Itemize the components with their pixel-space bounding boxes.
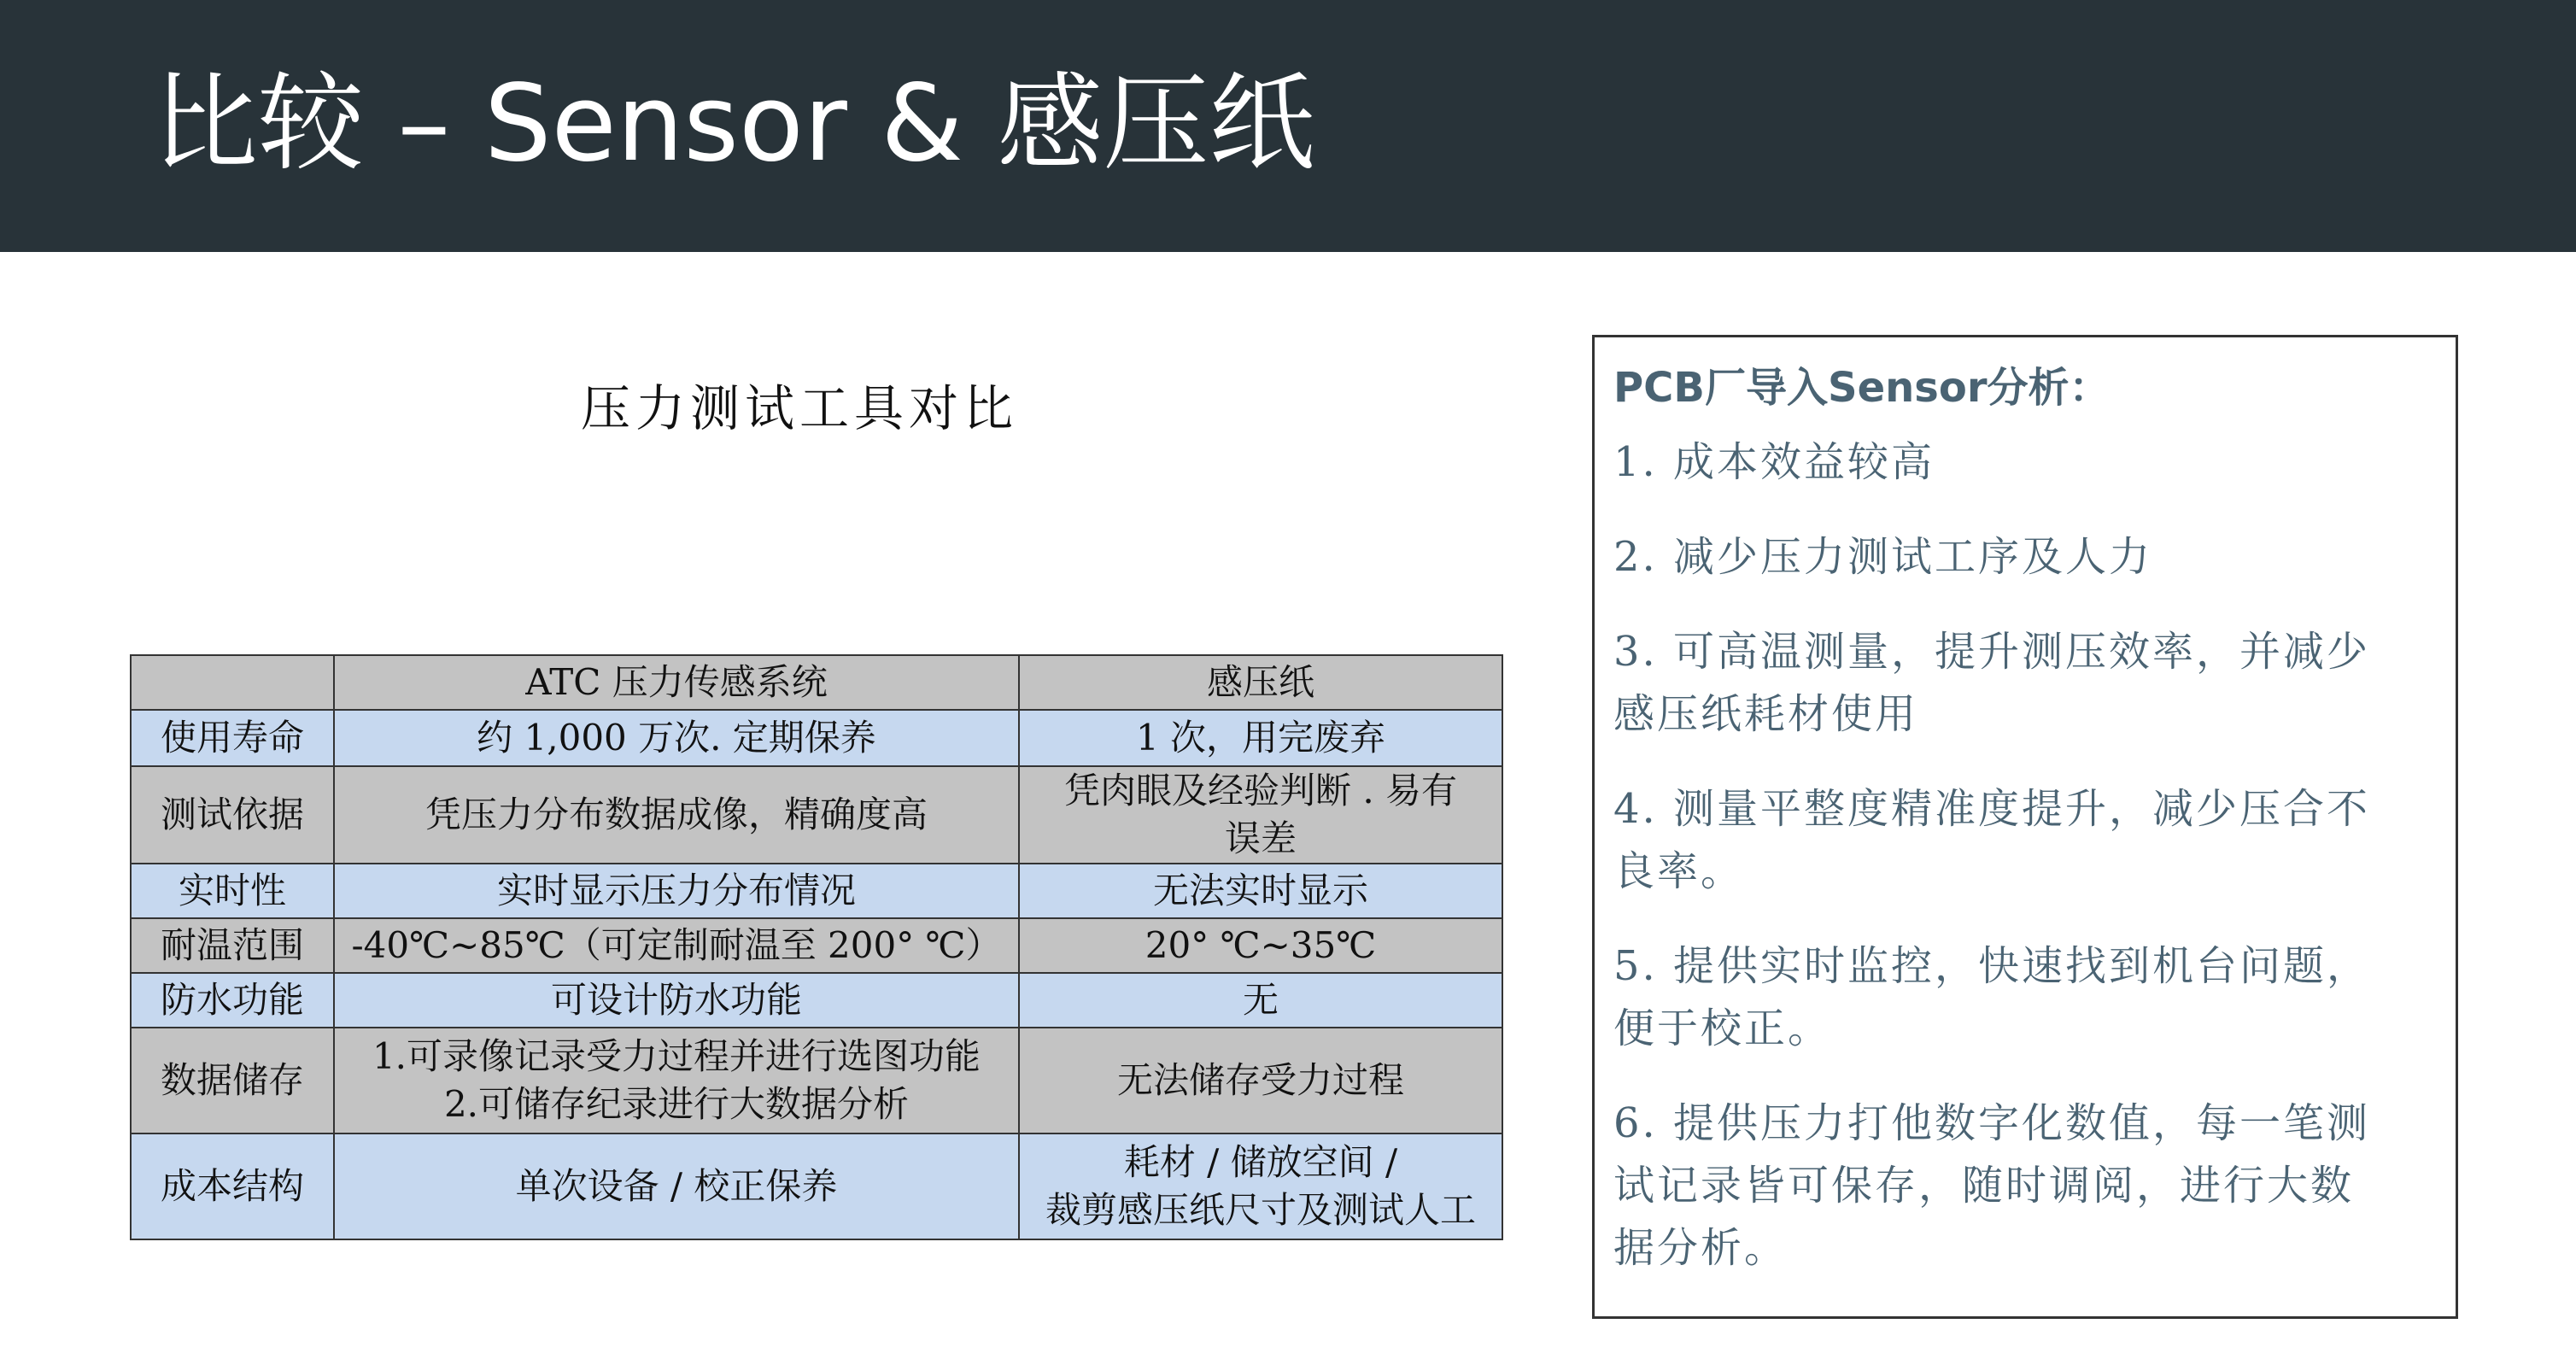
- column-header-paper: 感压纸: [1019, 655, 1502, 710]
- table-row: [131, 1133, 1502, 1239]
- paper-cell-line: 20° ℃~35℃: [1145, 924, 1377, 966]
- row-label: 防水功能: [131, 973, 334, 1028]
- sensor-cell-line: 2.可储存纪录进行大数据分析: [443, 1083, 910, 1125]
- paper-cell: [1019, 973, 1502, 1028]
- analysis-item-line: 3. 可高温测量，提升测压效率，并减少: [1613, 628, 2371, 676]
- sensor-cell: [334, 766, 1019, 864]
- paper-cell: [1019, 710, 1502, 766]
- table-title: 压力测试工具对比: [581, 379, 1019, 437]
- table-row: [131, 1028, 1502, 1133]
- analysis-item-line: 2. 减少压力测试工序及人力: [1613, 533, 2153, 581]
- paper-cell: [1019, 1028, 1502, 1133]
- row-label: 测试依据: [131, 766, 334, 864]
- paper-cell-line: 凭肉眼及经验判断 . 易有: [1063, 770, 1458, 811]
- analysis-item-line: 感压纸耗材使用: [1613, 690, 1919, 738]
- table-row: [131, 766, 1502, 864]
- paper-cell: [1019, 1133, 1502, 1239]
- sensor-cell: [334, 973, 1019, 1028]
- table-body: [131, 710, 1502, 1239]
- table-header-row: [131, 655, 1502, 710]
- sensor-cell-line: 可设计防水功能: [550, 979, 802, 1021]
- analysis-item: [1613, 1092, 2438, 1280]
- column-header-empty: [131, 655, 334, 710]
- title-bar: [0, 0, 2576, 252]
- slide-title: 比较 – Sensor & 感压纸: [152, 62, 1315, 185]
- paper-cell: [1019, 864, 1502, 918]
- analysis-item-line: 便于校正。: [1613, 1005, 1832, 1052]
- analysis-list: [1613, 431, 2438, 1312]
- sensor-cell: [334, 864, 1019, 918]
- analysis-item-line: 1. 成本效益较高: [1613, 438, 1935, 486]
- comparison-table: [130, 654, 1503, 1240]
- analysis-item-line: 4. 测量平整度精准度提升，减少压合不: [1613, 785, 2371, 833]
- sensor-cell-line: -40℃~85℃（可定制耐温至 200° ℃）: [351, 924, 1002, 966]
- row-label: 成本结构: [131, 1133, 334, 1239]
- sensor-cell: [334, 710, 1019, 766]
- analysis-item: [1613, 526, 2438, 589]
- sensor-cell-line: 1.可录像记录受力过程并进行选图功能: [372, 1035, 981, 1077]
- analysis-item-line: 5. 提供实时监控，快速找到机台问题，: [1613, 942, 2371, 990]
- paper-cell-line: 误差: [1224, 817, 1297, 859]
- paper-cell-line: 无: [1242, 979, 1279, 1021]
- analysis-item: [1613, 431, 2438, 494]
- table-row: [131, 710, 1502, 766]
- sensor-cell: [334, 1133, 1019, 1239]
- analysis-heading: PCB厂导入Sensor分析：: [1613, 364, 2111, 412]
- row-label: 使用寿命: [131, 710, 334, 766]
- sensor-cell: [334, 1028, 1019, 1133]
- analysis-item-line: 试记录皆可保存，随时调阅，进行大数: [1613, 1162, 2355, 1210]
- sensor-cell-line: 约 1,000 万次. 定期保养: [477, 717, 876, 759]
- sensor-cell: [334, 918, 1019, 973]
- paper-cell: [1019, 918, 1502, 973]
- paper-cell: [1019, 766, 1502, 864]
- paper-cell-line: 无法储存受力过程: [1116, 1059, 1404, 1101]
- paper-cell-line: 无法实时显示: [1152, 870, 1368, 911]
- analysis-panel: [1592, 335, 2458, 1319]
- row-label: 耐温范围: [131, 918, 334, 973]
- analysis-item-line: 据分析。: [1613, 1224, 1789, 1272]
- paper-cell-line: 耗材 / 储放空间 /: [1123, 1141, 1398, 1183]
- sensor-cell-line: 凭压力分布数据成像，精确度高: [424, 794, 928, 835]
- analysis-item: [1613, 935, 2438, 1060]
- paper-cell-line: 1 次，用完废弃: [1135, 717, 1386, 759]
- row-label: 数据储存: [131, 1028, 334, 1133]
- row-label: 实时性: [131, 864, 334, 918]
- sensor-cell-line: 实时显示压力分布情况: [496, 870, 856, 911]
- analysis-item: [1613, 778, 2438, 903]
- paper-cell-line: 裁剪感压纸尺寸及测试人工: [1045, 1189, 1476, 1231]
- column-header-sensor: ATC 压力传感系统: [334, 655, 1019, 710]
- sensor-cell-line: 单次设备 / 校正保养: [515, 1165, 838, 1207]
- analysis-item-line: 6. 提供压力打他数字化数值，每一笔测: [1613, 1099, 2371, 1147]
- table-row: [131, 918, 1502, 973]
- analysis-item-line: 良率。: [1613, 847, 1745, 895]
- table-row: [131, 973, 1502, 1028]
- analysis-item: [1613, 621, 2438, 746]
- table-row: [131, 864, 1502, 918]
